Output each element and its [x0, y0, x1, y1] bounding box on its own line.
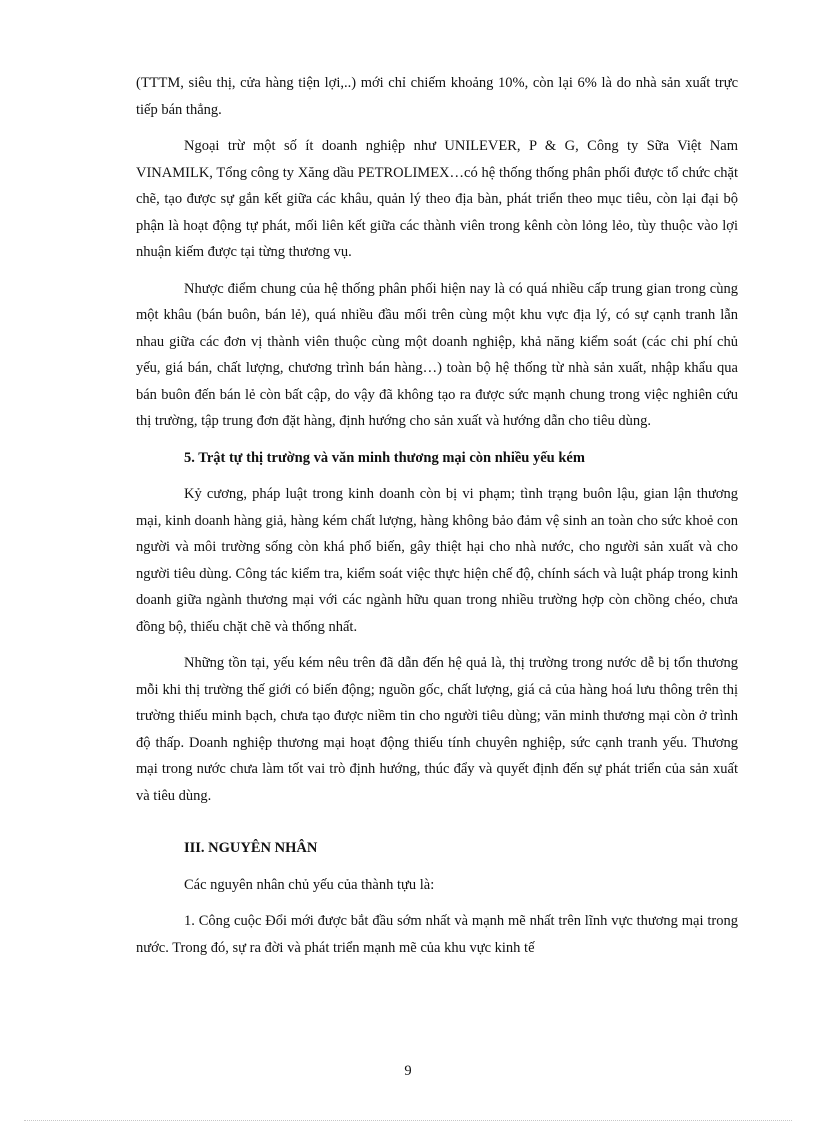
page-number: 9 — [404, 1063, 412, 1079]
heading-section-5: 5. Trật tự thị trường và văn minh thương mại còn nhiều yếu kém — [184, 449, 585, 466]
paragraph-consequences: Những tồn tại, yếu kém nêu trên đã dẫn đến hệ quả là, thị trường trong nước dễ bị tổn thương mỗi khi thị trường thế giới có biến động; nguồn gốc, chất lượng, giá cả của hàng hoá lưu thông trên thị trường thiếu minh bạch, chưa tạo được niềm tin cho người tiêu dùng; văn minh thương mại còn ở trình độ thấp. Doanh nghiệp thương mại hoạt động thiếu tính chuyên nghiệp, sức cạnh tranh yếu. Thương mại trong nước chưa làm tốt vai trò định hướng, thúc đẩy và quyết định đến sự phát triển của sản xuất và tiêu dùng. — [136, 655, 738, 804]
paragraph-discipline: Kỷ cương, pháp luật trong kinh doanh còn bị vi phạm; tình trạng buôn lậu, gian lận thương mại, kinh doanh hàng giả, hàng kém chất lượng, hàng không bảo đảm vệ sinh an toàn cho sức khoẻ con người và môi trường sống còn khá phổ biến, gây thiệt hại cho nhà nước, cho người sản xuất và cho người tiêu dùng. Công tác kiểm tra, kiểm soát việc thực hiện chế độ, chính sách và luật pháp trong kinh doanh giữa ngành thương mại với các ngành hữu quan trong nhiều trường hợp còn chồng chéo, chưa đồng bộ, thiếu chặt chẽ và thống nhất. — [136, 486, 738, 635]
heading-section-iii: III. NGUYÊN NHÂN — [184, 840, 318, 856]
paragraph-exceptions: Ngoại trừ một số ít doanh nghiệp như UNILEVER, P & G, Công ty Sữa Việt Nam VINAMILK, Tổng công ty Xăng dầu PETROLIMEX…có hệ thống thống phân phối được tổ chức chặt chẽ, tạo được sự gắn kết giữa các khâu, quản lý theo địa bàn, phát triển theo mục tiêu, còn lại đại bộ phận là hoạt động tự phát, mối liên kết giữa các thành viên trong kênh còn lỏng lẻo, tùy thuộc vào lợi nhuận kiếm được tại từng thương vụ. — [136, 138, 738, 260]
document-body — [136, 70, 738, 971]
paragraph-cause-1: 1. Công cuộc Đổi mới được bắt đầu sớm nhất và mạnh mẽ nhất trên lĩnh vực thương mại trong nước. Trong đó, sự ra đời và phát triển mạnh mẽ của khu vực kinh tế — [136, 913, 738, 956]
footer-divider — [24, 1120, 792, 1121]
paragraph-weaknesses: Nhược điểm chung của hệ thống phân phối hiện nay là có quá nhiều cấp trung gian trong cùng một khâu (bán buôn, bán lẻ), quá nhiều đầu mối trên cùng một khu vực địa lý, có sự cạnh tranh lẫn nhau giữa các đơn vị thành viên thuộc cùng một doanh nghiệp, khả năng kiểm soát (các chi phí chủ yếu, giá bán, chất lượng, chương trình bán hàng…) toàn bộ hệ thống từ nhà sản xuất, nhập khẩu qua bán buôn đến bán lẻ còn bất cập, do vậy đã không tạo ra được sức mạnh chung trong việc nghiên cứu thị trường, tập trung đơn đặt hàng, định hướng cho sản xuất và hướng dẫn cho tiêu dùng. — [136, 280, 738, 429]
paragraph-causes-intro: Các nguyên nhân chủ yếu của thành tựu là: — [184, 876, 435, 893]
paragraph-distribution-share: (TTTM, siêu thị, cửa hàng tiện lợi,..) mới chỉ chiếm khoảng 10%, còn lại 6% là do nhà sản xuất trực tiếp bán thẳng. — [136, 75, 738, 118]
